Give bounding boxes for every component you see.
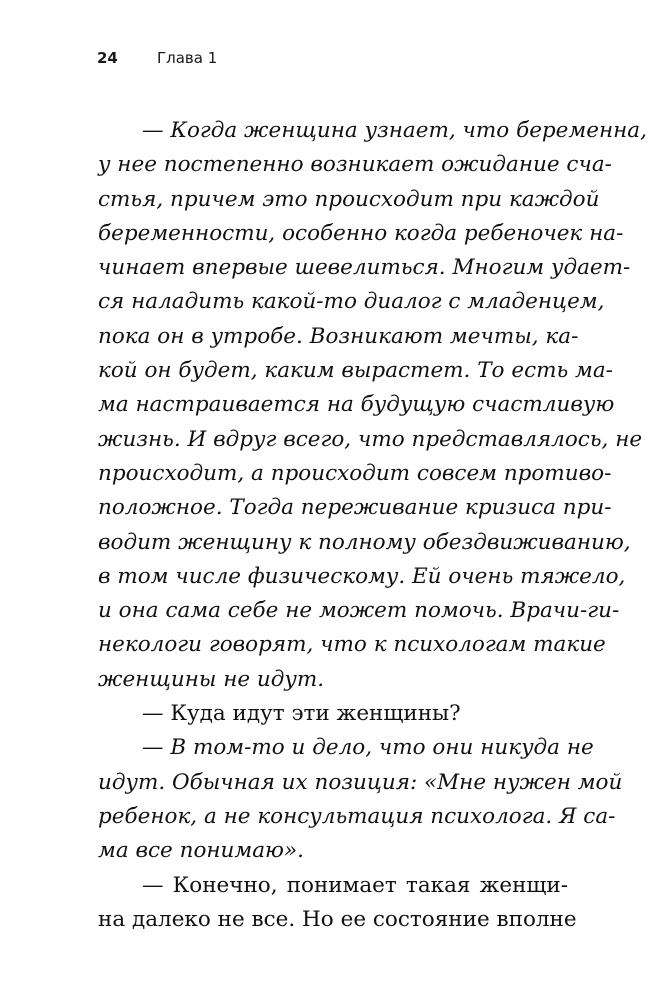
- running-head: [97, 48, 217, 68]
- text-line: происходит, а происходит совсем противо-: [98, 460, 612, 486]
- text-line: чинает впервые шевелиться. Многим удает-: [98, 255, 631, 281]
- text-line: ся наладить какой-то диалог с младенцем,: [98, 289, 605, 315]
- text-line: стья, причем это происходит при каждой: [98, 186, 600, 212]
- text-line: пока он в утробе. Возникают мечты, ка-: [98, 323, 579, 349]
- text-line: женщины не идут.: [98, 666, 325, 692]
- text-line: ма все понимаю».: [98, 838, 304, 864]
- text-line: некологи говорят, что к психологам такие: [98, 632, 606, 658]
- text-line: кой он будет, каким вырастет. То есть ма-: [98, 358, 613, 384]
- text-line: у нее постепенно возникает ожидание сча-: [98, 152, 612, 178]
- text-line: жизнь. И вдруг всего, что представлялось, не: [98, 426, 643, 452]
- text-line: — Когда женщина узнает, что беременна,: [142, 118, 647, 143]
- body-text: [98, 114, 647, 937]
- text-line: в том числе физическому. Ей очень тяжело,: [98, 563, 626, 589]
- text-line: — Конечно, понимает такая женщи-: [142, 872, 568, 898]
- text-line: на далеко не все. Но ее состояние вполне: [98, 906, 577, 932]
- text-line: положное. Тогда переживание кризиса при-: [98, 495, 612, 521]
- text-line: — В том-то и дело, что они никуда не: [142, 735, 594, 761]
- text-line: — Куда идут эти женщины?: [142, 701, 461, 727]
- text-line: ребенок, а не консультация психолога. Я са-: [98, 803, 616, 829]
- text-line: идут. Обычная их позиция: «Мне нужен мой: [98, 769, 623, 795]
- page-number: 24: [97, 49, 118, 67]
- text-line: и она сама себе не может помочь. Врачи-ги-: [98, 598, 620, 624]
- chapter-title: Глава 1: [157, 49, 218, 67]
- text-line: ма настраивается на будущую счастливую: [98, 392, 615, 418]
- text-line: водит женщину к полному обездвиживанию,: [98, 529, 631, 555]
- text-line: беременности, особенно когда ребеночек на-: [98, 220, 624, 246]
